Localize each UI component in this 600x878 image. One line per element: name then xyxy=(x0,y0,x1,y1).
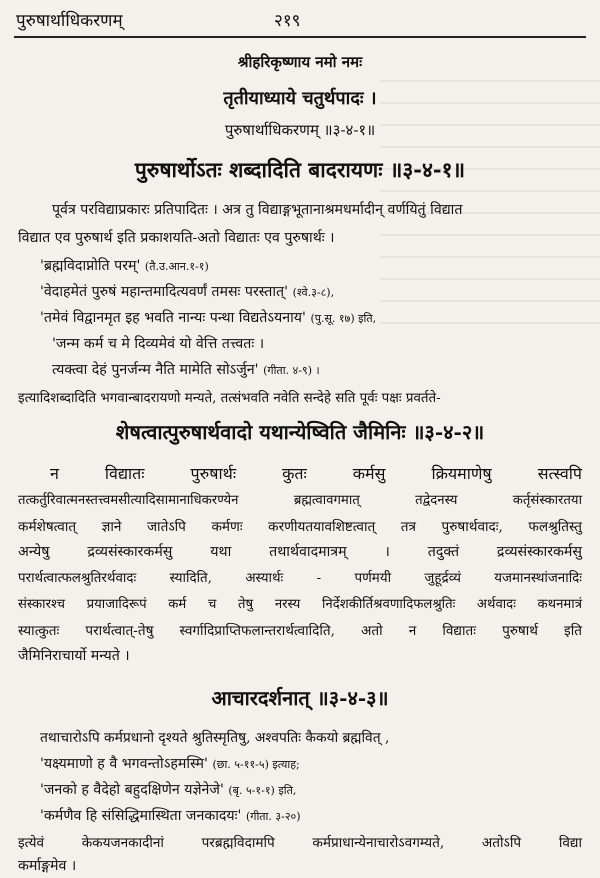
paragraph-3-close-line-1: इत्येवं केकयजनकादीनां परब्रह्मविदामपि कर्मप्राधान्येनाचारोऽवगम्यते, अतोऽपि विद्या xyxy=(18,835,582,851)
paragraph-1-close: इत्यादिशब्दादिति भगवान्बादरायणो मन्यते, तत्संभवति नवेति सन्देहे सति पूर्वः पक्षः प्रवर्तते- xyxy=(18,391,441,406)
quote-reference: (पु.सू. १७) इति, xyxy=(310,312,377,325)
chapter-heading: तृतीयाध्याये चतुर्थपादः । xyxy=(223,88,377,109)
paragraph-3-close-line-2: कर्माङ्गमेव । xyxy=(18,858,77,874)
quote-4: 'जन्म कर्म च मे दिव्यमेवं यो वेत्ति तत्त्वतः । xyxy=(52,336,265,352)
page-number: २१९ xyxy=(274,11,301,31)
quote-5 xyxy=(52,360,320,379)
paragraph-2-line-5: परार्थत्वात्फलश्रुतिरर्थवादः स्यादिति, अस्यार्थः - पर्णमयी जुहूर्द्रव्यं यजमानस्थांजनादिः xyxy=(18,571,582,586)
quote-text: 'वेदाहमेतं पुरुषं महान्तमादित्यवर्णं तमसः परस्तात्' xyxy=(40,284,289,300)
paragraph-1-line-1: पूर्वत्र परविद्याप्रकारः प्रतिपादितः । अत्र तु विद्याङ्गभूतानाश्रमधर्मादीन् वर्णयितुं विद्यात xyxy=(52,202,463,218)
quote-text: त्यक्त्वा देहं पुनर्जन्म नैति मामेति सोऽर्जुन' xyxy=(52,362,259,378)
paragraph-2-last-line: जैमिनिराचार्यो मन्यते । xyxy=(18,648,130,664)
adhikarana-title: पुरुषार्थाधिकरणम् ॥३-४-१॥ xyxy=(224,121,376,139)
quote-text: 'तमेवं विद्वानमृत इह भवति नान्यः पन्था विद्यतेऽयनाय' xyxy=(40,310,306,326)
quote-text: 'यक्ष्यमाणो ह वै भगवन्तोऽहमस्मि' xyxy=(40,756,208,772)
quote-7 xyxy=(40,780,296,799)
quote-text: 'जनको ह वैदेहो बहुदक्षिणेन यज्ञेनेजे' xyxy=(40,782,224,798)
sutra-heading-1: पुरुषार्थोऽतः शब्दादिति बादरायणः ॥३-४-१॥ xyxy=(134,157,466,182)
quote-1 xyxy=(40,256,209,275)
quote-3 xyxy=(40,308,376,327)
quote-reference: (श्वे.३-८), xyxy=(292,286,335,299)
paragraph-3-line-1: तथाचारोऽपि कर्मप्रधानो दृश्यते श्रुतिस्मृतिषु, अश्वपतिः कैकयो ब्रह्मवित् , xyxy=(40,730,390,746)
paragraph-2-line-3: कर्मशेषत्वात् ज्ञाने जातेऽपि कर्मणः करणीयतयावशिष्टत्वात् तत्र पुरुषार्थवादः, फलश्रुतिस्तु xyxy=(18,519,582,535)
quote-reference: (गीता. ३-२०) xyxy=(245,810,301,823)
quote-reference: (बृ. ५-१-१) इति, xyxy=(228,784,297,797)
paragraph-2-line-1: न विद्यातः पुरुषार्थः कुतः कर्मसु क्रियमाणेषु सत्स्वपि xyxy=(50,464,582,483)
sutra-heading-3: आचारदर्शनात् ॥३-४-३॥ xyxy=(211,686,389,710)
invocation: श्रीहरिकृष्णाय नमो नमः xyxy=(237,53,363,71)
quote-text: 'कर्मणैव हि संसिद्धिमास्थिता जनकादयः' xyxy=(40,808,242,824)
quote-6 xyxy=(40,754,300,773)
paragraph-1-line-2: विद्यात एव पुरुषार्थ इति प्रकाशयति-अतो विद्यातः एव पुरुषार्थः । xyxy=(18,230,335,246)
running-title: पुरुषार्थाधिकरणम् xyxy=(16,11,123,31)
quote-reference: (तै.उ.आन.१-१) xyxy=(144,260,209,273)
quote-reference: (गीता. ४-९) । xyxy=(263,364,320,377)
quote-8 xyxy=(40,806,301,825)
header-rule xyxy=(14,36,586,38)
quote-text: 'ब्रह्मविदाप्नोति परम्' xyxy=(40,258,141,274)
paragraph-2-line-7: स्यात्कुतः परार्थत्वात्-तेषु स्वर्गादिप्राप्तिफलान्तरार्थत्वादिति, अतो न विद्यातः पुरुषार्थ इति xyxy=(18,623,582,639)
page-header xyxy=(14,6,586,34)
quote-reference: (छा. ५-११-५) इत्याह; xyxy=(212,758,300,771)
sutra-heading-2: शेषत्वात्पुरुषार्थवादो यथान्येष्विति जैमिनिः ॥३-४-२॥ xyxy=(115,420,485,444)
paragraph-2-line-4: अन्येषु द्रव्यसंस्कारकर्मसु यथा तथार्थवादमात्रम् । तदुक्तं द्रव्यसंस्कारकर्मसु xyxy=(18,544,582,560)
paragraph-2-line-6: संस्कारश्च प्रयाजादिरूपं कर्म च तेषु नरस्य निर्देशकीर्तिश्रवणादिफलश्रुतिः अर्थवादः कथनमात्रं xyxy=(18,597,582,612)
quote-2 xyxy=(40,282,334,301)
paragraph-2-line-2: तत्कर्तुरिवात्मनस्तत्त्वमसीत्यादिसामानाधिकरण्येन ब्रह्मत्वावगमात् तद्वेदनस्य कर्तृसंस्कारतया xyxy=(18,493,582,508)
